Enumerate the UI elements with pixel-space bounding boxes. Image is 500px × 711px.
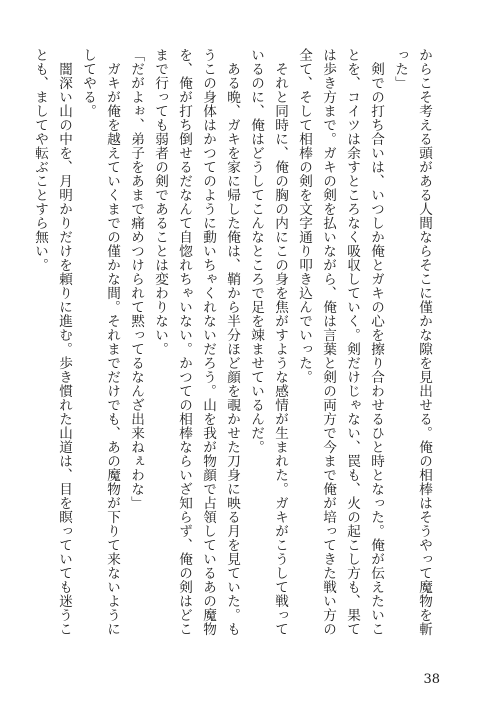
vertical-text-body: [32, 48, 436, 648]
paragraph: 剣での打ち合いは、いつしか俺とガキの心を擦り合わせるひと時となった。俺が伝えたいことを、コイツは余すところなく吸収していく。剣だけじゃない、罠も、火の起こし方も、果ては歩き方まで。ガキの剣を払いながら、俺は言葉と剣の両方で今まで俺が培ってきた戦い方の全て、そして相棒の剣を文字通り叩き込んでいった。: [296, 48, 384, 636]
paragraph: それと同時に、俺の胸の内にこの身を焦がすような感情が生まれた。ガキがこうして戦っているのに、俺はどうしてこんなところで足を竦ませているんだ。: [248, 48, 288, 636]
page-number: 38: [423, 672, 440, 687]
paragraph: 闇深い山の中を、月明かりだけを頼りに進む。歩き慣れた山道は、目を瞑っていても迷うことも、ましてや転ぶことすら無い。: [32, 48, 72, 636]
paragraph: ガキが俺を越えていくまでの僅かな間。それまでだけでも、あの魔物が下りて来ないようにしてやる。: [80, 48, 120, 636]
paragraph: ある晩、ガキを家に帰した俺は、鞘から半分ほど顔を覗かせた刀身に映る月を見ていた。もうこの身体はかつてのように動いちゃくれないだろう。山を我が物顔で占領しているあの魔物を、俺が打ち倒せるだなんて自惚れちゃいない。かつての相棒ならいざ知らず、俺の剣はどこまで行っても弱者の剣であることは変わりない。: [152, 48, 240, 636]
paragraph: からこそ考える頭がある人間ならそこに僅かな隙を見出せる。俺の相棒はそうやって魔物を斬った」: [392, 48, 432, 636]
paragraph: 「だがよぉ、弟子をあまで痛めつけられて黙ってるなんざ出来ねぇわな」: [128, 48, 144, 510]
